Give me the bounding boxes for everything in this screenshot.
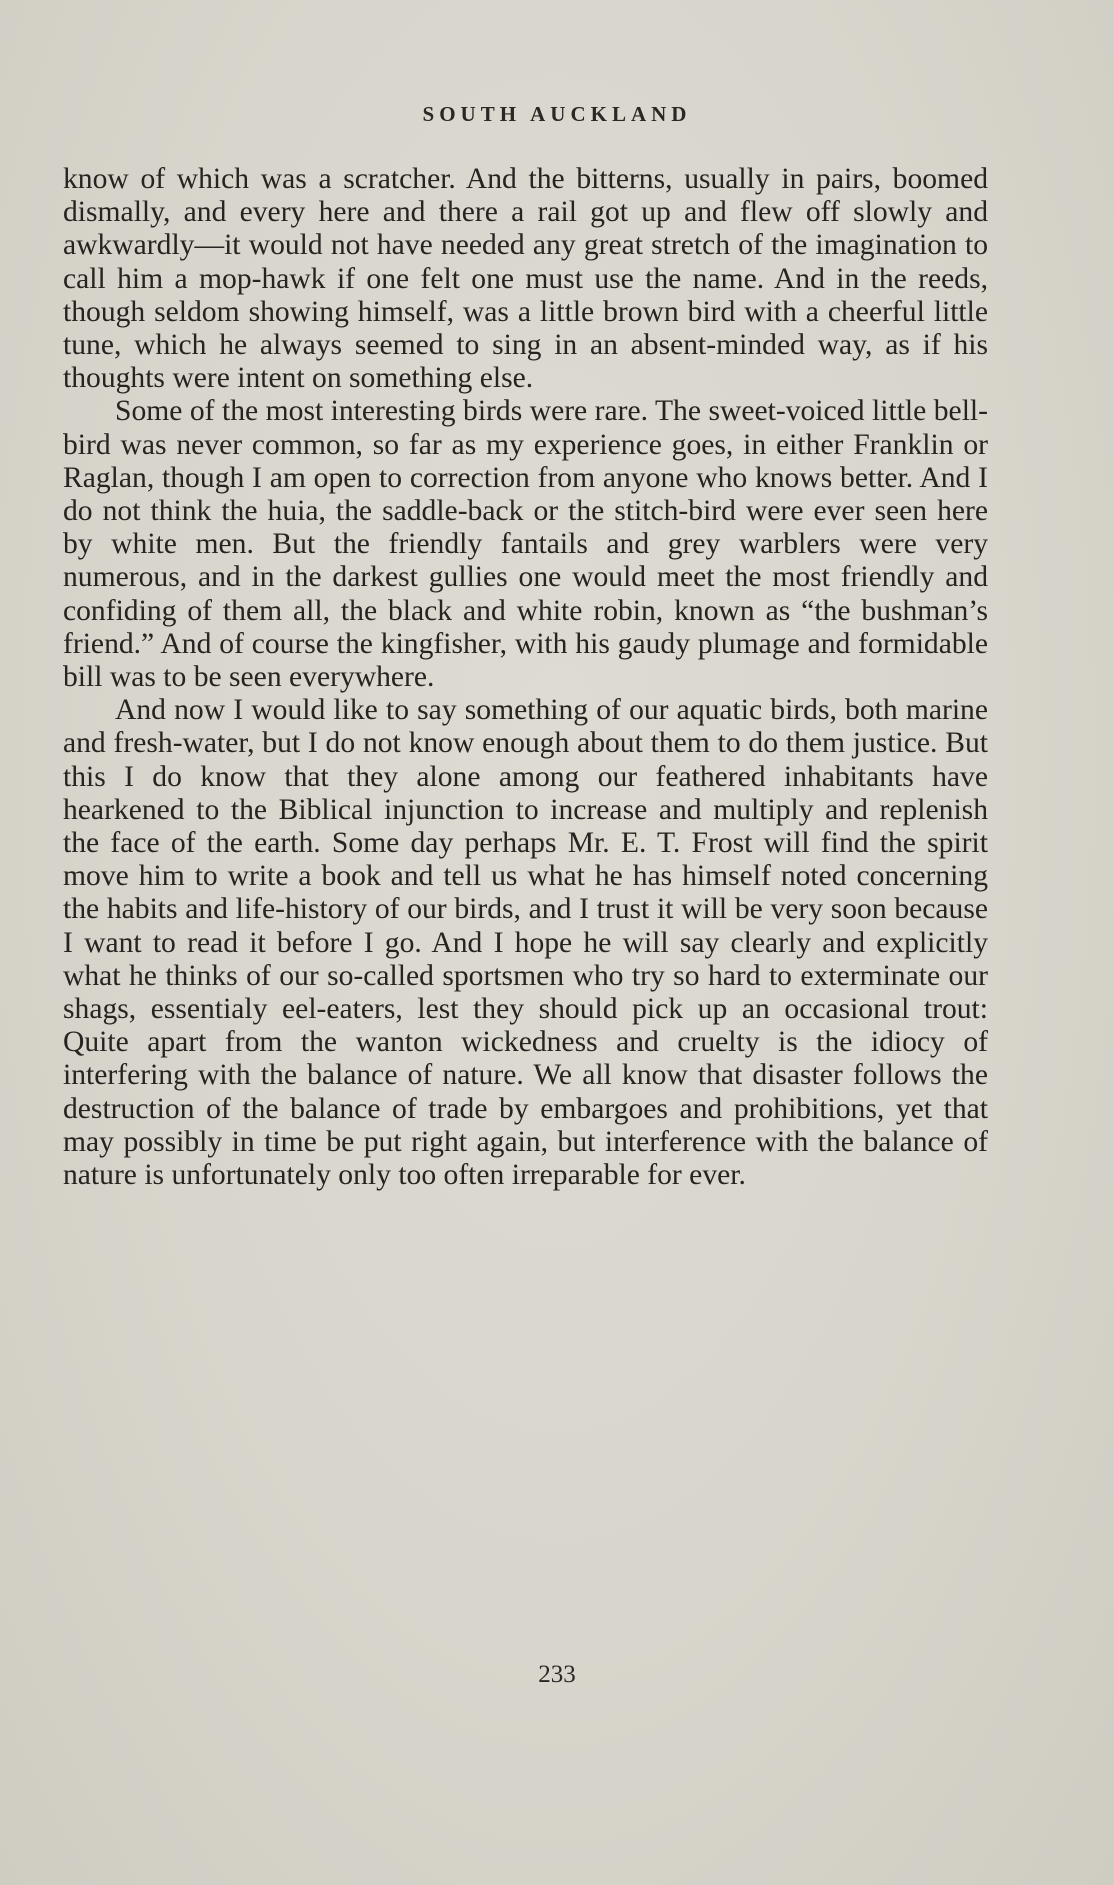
- paragraph-continuation: know of which was a scratcher. And the bitterns, usually in pairs, boomed dismally, and every here and there a rail got up and flew off slowly and awkwardly—it would not have needed any great stretch of the imagination to call him a mop-hawk if one felt one must use the name. And in the reeds, though seldom showing himself, was a little brown bird with a cheerful little tune, which he always seemed to sing in an absent-minded way, as if his thoughts were intent on something else.: [63, 163, 988, 395]
- paragraph-aquatic-birds: And now I would like to say something of our aquatic birds, both marine and fresh-water, but I do not know enough about them to do them justice. But this I do know that they alone among our feathered inhabitants have hearkened to the Biblical injunction to increase and multiply and replenish the face of the earth. Some day perhaps Mr. E. T. Frost will find the spirit move him to write a book and tell us what he has himself noted concerning the habits and life-history of our birds, and I trust it will be very soon because I want to read it before I go. And I hope he will say clearly and explicitly what he thinks of our so-called sportsmen who try so hard to exterminate our shags, essentialy eel-eaters, lest they should pick up an occasional trout: Quite apart from the wanton wickedness and cruelty is the idiocy of interfering with the balance of nature. We all know that disaster follows the destruction of the balance of trade by embargoes and prohibitions, yet that may possibly in time be put right again, but interference with the balance of nature is unfortunately only too often irreparable for ever.: [63, 694, 988, 1192]
- body-text: [63, 163, 988, 1192]
- running-head: SOUTH AUCKLAND: [422, 102, 692, 126]
- paragraph-rare-birds: Some of the most interesting birds were rare. The sweet-voiced little bell-bird was never common, so far as my experience goes, in either Franklin or Raglan, though I am open to correction from anyone who knows better. And I do not think the huia, the saddle-back or the stitch-bird were ever seen here by white men. But the friendly fantails and grey warblers were very numerous, and in the darkest gullies one would meet the most friendly and confiding of them all, the black and white robin, known as “the bushman’s friend.” And of course the kingfisher, with his gaudy plumage and formidable bill was to be seen everywhere.: [63, 395, 988, 694]
- page-number: 233: [538, 1661, 576, 1688]
